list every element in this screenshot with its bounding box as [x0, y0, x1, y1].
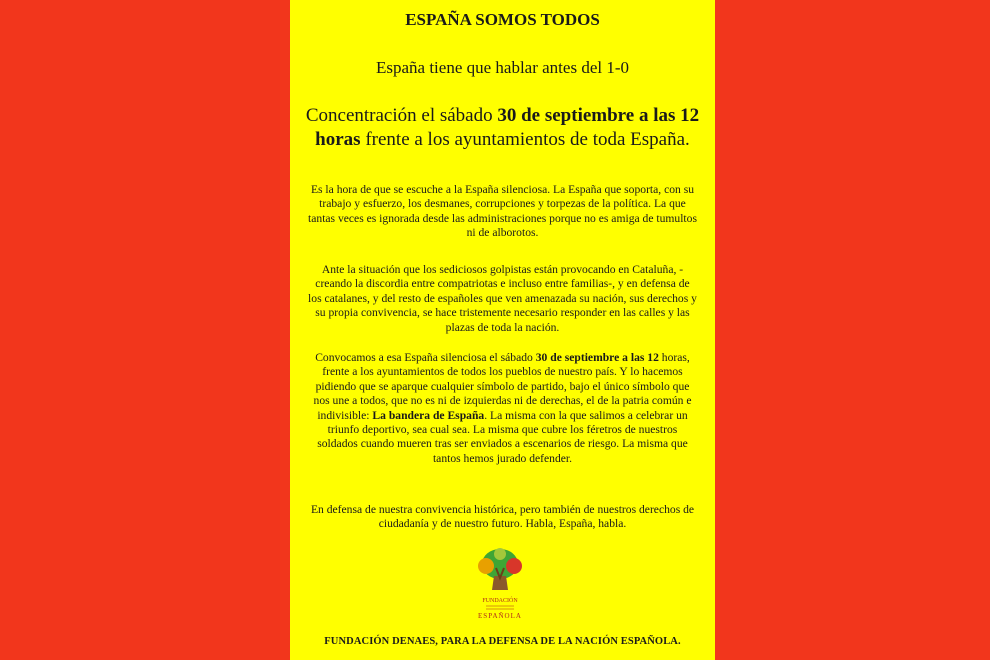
paragraph-3-a: Convocamos a esa España silenciosa el sábado: [315, 351, 536, 364]
poster-footer: FUNDACIÓN DENAES, PARA LA DEFENSA DE LA NACIÓN ESPAÑOLA.: [324, 636, 681, 647]
paragraph-3-c: horas, frente a los ayuntamientos de todos los pueblos de nuestro país. Y lo hacemos pidiendo que se aparque cualquier símbolo de partido, bajo el único símbolo que nos une a todos, que no es ni de izquierdas ni de derechas, el de la patria común e indivisible:: [313, 351, 692, 422]
tree-logo-icon: [470, 546, 530, 624]
headline-part-1: Concentración el sábado: [305, 105, 498, 126]
logo-line-2: ESPAÑOLA: [478, 612, 522, 620]
paragraph-3-e: . La misma con la que salimos a celebrar un triunfo deportivo, sea cual sea. La misma que cubre los féretros de nuestros soldados cuando mueren tras ser enviados a escenarios de riesgo. La misma que tantos hemos jurado defender.: [317, 408, 688, 465]
poster-title: ESPAÑA SOMOS TODOS: [405, 10, 600, 29]
headline-part-2: frente a los ayuntamientos de toda España.: [360, 129, 690, 150]
poster-subtitle: España tiene que hablar antes del 1-0: [375, 58, 629, 77]
paragraph-2: Ante la situación que los sediciosos golpistas están provocando en Cataluña, -creando la discordia entre compatriotas e incluso entre familias-, y en defensa de los catalanes, y del resto de españoles que ven amenazada su nación, sus derechos y su propia convivencia, se hace tristemente necesario responder en las calles y las plazas de toda la nación.: [308, 263, 697, 334]
paragraph-4: En defensa de nuestra convivencia histórica, pero también de nuestros derechos de ciudadanía y de nuestro futuro. Habla, España, habla.: [310, 503, 695, 531]
poster-panel: [290, 0, 715, 660]
paragraph-3-flag-bold: La bandera de España: [372, 408, 485, 422]
poster-headline: [304, 104, 701, 152]
headline-date-bold: 30 de septiembre a las 12 horas: [315, 105, 700, 150]
logo-line-1: FUNDACIÓN: [482, 598, 518, 604]
paragraph-3-date-bold: 30 de septiembre a las 12: [535, 351, 659, 364]
paragraph-1: Es la hora de que se escuche a la España silenciosa. La España que soporta, con su trabajo y esfuerzo, los desmanes, corrupciones y torpezas de la política. La que tantas veces es ignorada desde las administraciones porque no es amiga de tumultos ni de alborotos.: [308, 183, 697, 240]
paragraph-3: [308, 351, 697, 466]
